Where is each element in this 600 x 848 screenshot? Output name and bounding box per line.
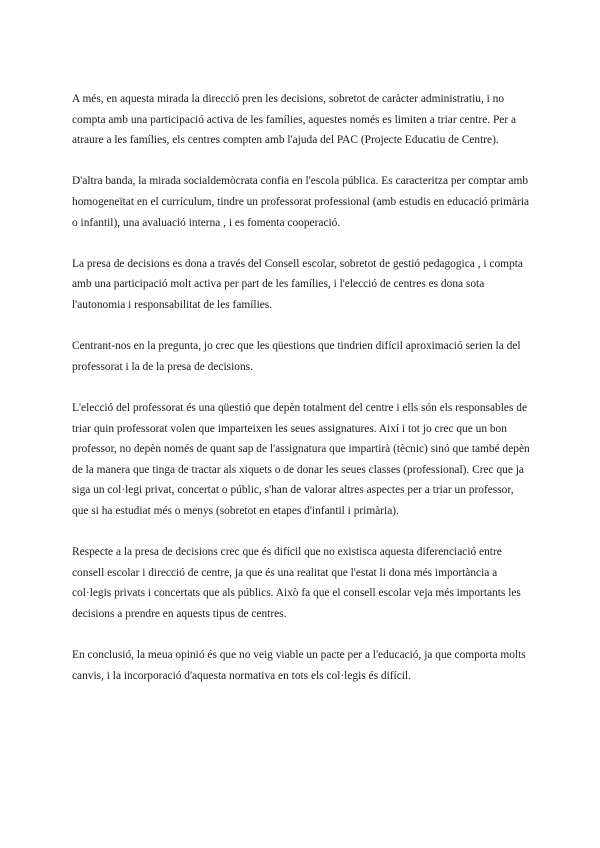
paragraph-7: En conclusió, la meua opinió és que no veig viable un pacte per a l'educació, ja que comporta molts canvis, i la incorporació d'aquesta normativa en tots els col·legis és difícil. xyxy=(72,649,526,682)
paragraph-2: D'altra banda, la mirada socialdemòcrata confia en l'escola pública. Es caracteritza per comptar amb homogeneïtat en el currículum, tindre un professorat professional (amb estudis en educació primària o infantil), una avaluació interna , i es fomenta cooperació. xyxy=(72,175,530,229)
paragraph-1: A més, en aquesta mirada la direcció pren les decisions, sobretot de caràcter administratiu, i no compta amb una participació activa de les famílies, aquestes només es limiten a triar centre. Per a atraure a les famílies, els centres compten amb l'ajuda del PAC (Projecte Educatiu de Centre). xyxy=(72,93,517,147)
document-body xyxy=(72,89,532,707)
paragraph-3: La presa de decisions es dona a través del Consell escolar, sobretot de gestió pedagogica , i compta amb una participació molt activa per part de les famílies, i l'elecció de centres es dona sota l'autonomia i responsabilitat de les famílies. xyxy=(72,257,523,311)
paragraph-4: Centrant-nos en la pregunta, jo crec que les qüestions que tindrien difícil aproximació serien la del professorat i la de la presa de decisions. xyxy=(72,340,521,373)
paragraph-6: Respecte a la presa de decisions crec que és difícil que no existisca aquesta diferenciació entre consell escolar i direcció de centre, ja que és una realitat que l'estat li dona més importància a col·legis privats i concertats que als públics. Això fa que el consell escolar veja més importants les decisions a prendre en aquests tipus de centres. xyxy=(72,546,521,620)
paragraph-5: L'elecció del professorat és una qüestió que depèn totalment del centre i ells són els responsables de triar quin professorat volen que imparteixen les seues assignatures. Així i tot jo crec que un bon professor, no depèn només de quant sap de l'assignatura que impartirà (tècnic) sinó que també depèn de la manera que tinga de tractar als xiquets o de donar les seues classes (professional). Crec que ja siga un col·legi privat, concertat o públic, s'han de valorar altres aspectes per a triar un professor, que si ha estudiat més o menys (sobretot en etapes d'infantil i primària). xyxy=(72,401,530,517)
